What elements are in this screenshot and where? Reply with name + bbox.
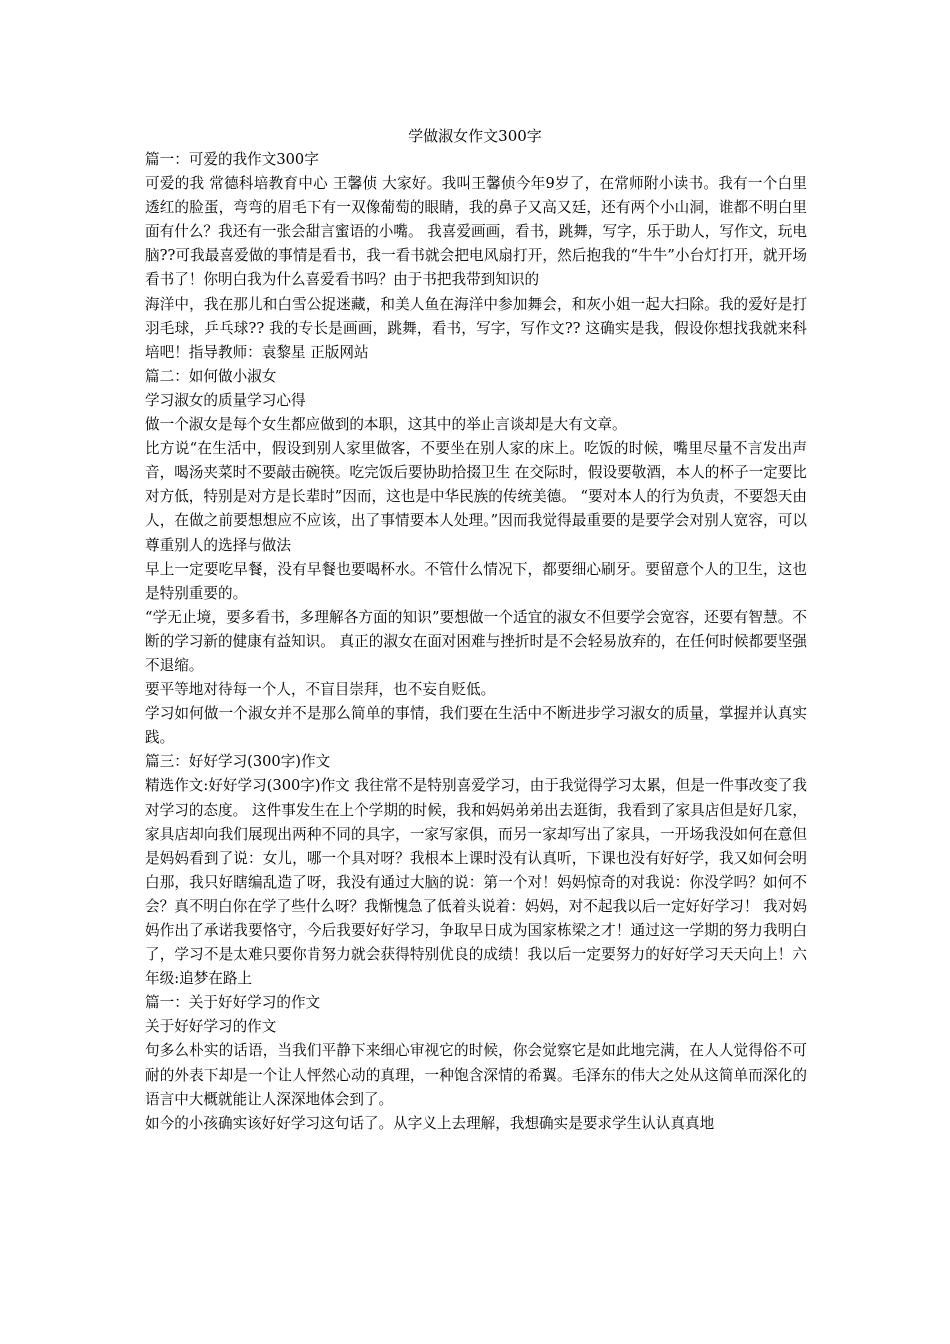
heading-part-three: 篇三：好好学习(300字)作文 [145,753,331,771]
heading-part-one: 篇一：可爱的我作文300字 [145,151,319,168]
heading-part-one-b: 篇一：关于好好学习的作文 [145,994,321,1012]
paragraph: 海洋中，我在那儿和白雪公捉迷藏，和美人鱼在海洋中参加舞会，和灰小姐一起大扫除。我的爱好是打羽毛球，乒乓球?? 我的专长是画画，跳舞，看书，写字，写作文?? 这确实是我，假设你想找我就来科培吧！指导教师：袁黎星 正版网站 [145,295,807,361]
paragraph: 比方说“在生活中，假设到别人家里做客，不要坐在别人家的床上。吃饭的时候，嘴里尽量不言发出声音，喝汤夹菜时不要敲击碗筷。吃完饭后要协助拾掇卫生 在交际时，假设要敬酒，本人的杯子一定要比对方低，特别是对方是长辈时”因而，这也是中华民族的传统美德。 “要对本人的行为负责，不要怨天由人，在做之前要想想应不应该，出了事情要本人处理。”因而我觉得最重要的是要学会对别人宽容，可以尊重别人的选择与做法 [145,440,807,554]
paragraph: 精选作文:好好学习(300字)作文 我往常不是特别喜爱学习，由于我觉得学习太累，但是一件事改变了我对学习的态度。 这件事发生在上个学期的时候，我和妈妈弟弟出去逛街，我看到了家具店但是好几家，家具店却向我们展现出两种不同的具字，一家写家俱，而另一家却写出了家具，一开场我没如何在意但是妈妈看到了说：女儿，哪一个具对呀？我根本上课时没有认真听，下课也没有好好学，我又如何会明白那，我只好瞎编乱造了呀，我没有通过大脑的说：第一个对！妈妈惊奇的对我说：你没学吗？如何不会？真不明白你在学了些什么呀？我惭愧急了低着头说着：妈妈，对不起我以后一定好好学习！ 我对妈妈作出了承诺我要恪守，今后我要好好学习，争取早日成为国家栋梁之才！通过这一学期的努力我明白了，学习不是太难只要你肯努力就会获得特别优良的成绩！我以后一定要努力的好好学习天天向上！六年级:追梦在路上 [145,777,807,988]
paragraph: 可爱的我 常德科培教育中心 王馨侦 大家好。我叫王馨侦今年9岁了，在常师附小读书。我有一个白里透红的脸蛋，弯弯的眉毛下有一双像葡萄的眼睛，我的鼻子又高又廷，还有两个小山洞，谁都不明白里面有什么？我还有一张会甜言蜜语的小嘴。 我喜爱画画，看书，跳舞，写字，乐于助人，写作文，玩电脑??可我最喜爱做的事情是看书，我一看书就会把电风扇打开，然后抱我的“牛牛”小台灯打开，就开场看书了！你明白我为什么喜爱看书吗？由于书把我带到知识的 [145,175,807,289]
paragraph: 做一个淑女是每个女生都应做到的本职，这其中的举止言谈却是大有文章。 [145,416,627,434]
subheading: 学习淑女的质量学习心得 [145,391,306,409]
subheading: 关于好好学习的作文 [145,1018,277,1036]
paragraph: 早上一定要吃早餐，没有早餐也要喝杯水。不管什么情况下，都要细心刷牙。要留意个人的卫生，这也是特别重要的。 [145,560,807,602]
paragraph: 如今的小孩确实该好好学习这句话了。从字义上去理解，我想确实是要求学生认认真真地 [145,1114,715,1132]
paragraph: 句多么朴实的话语，当我们平静下来细心审视它的时候，你会觉察它是如此地完满，在人人觉得俗不可耐的外表下却是一个让人怦然心动的真理，一种饱含深情的希翼。毛泽东的伟大之处从这简单而深化的语言中大概就能让人深深地体会到了。 [145,1042,807,1108]
document-title: 学做淑女作文300字 [408,127,542,145]
paragraph: 要平等地对待每一个人，不盲目崇拜，也不妄自贬低。 [145,681,496,699]
heading-part-two: 篇二：如何做小淑女 [145,367,277,385]
document-body [145,148,807,1136]
paragraph: 学习如何做一个淑女并不是那么简单的事情，我们要在生活中不断进步学习淑女的质量，掌握并认真实践。 [145,705,807,747]
paragraph: “学无止境，要多看书，多理解各方面的知识”要想做一个适宜的淑女不但要学会宽容，还要有智慧。不断的学习新的健康有益知识。 真正的淑女在面对困难与挫折时是不会轻易放弃的，在任何时候都要坚强不退缩。 [145,608,807,674]
